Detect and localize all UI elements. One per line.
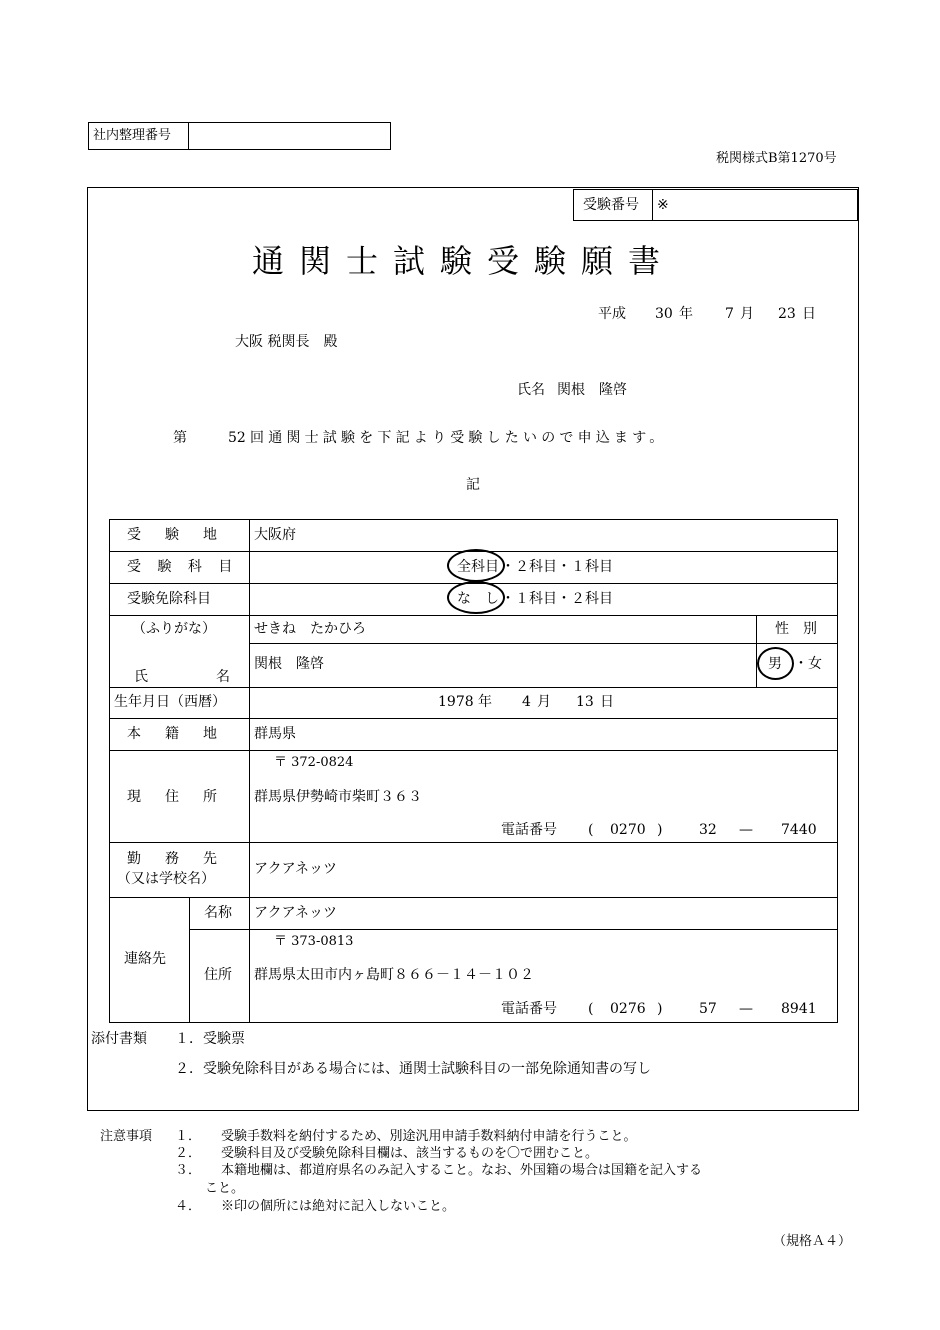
gender-label: 性 別 — [775, 621, 817, 637]
exempt-selection-circle — [447, 581, 505, 614]
address-phone-open: ( — [588, 822, 594, 838]
row-rule — [109, 897, 838, 898]
furigana-value: せきね たかひろ — [254, 621, 366, 637]
applicant-label: 氏名 — [517, 382, 545, 398]
date-era: 平成 — [598, 306, 626, 322]
work-label-1: 勤 務 先 — [127, 851, 222, 867]
row-rule — [249, 643, 838, 644]
row-rule — [109, 842, 838, 843]
contact-phone-dash: — — [739, 1001, 753, 1017]
name-label-2: 名 — [216, 669, 230, 685]
notes-label: 注意事項 — [100, 1129, 153, 1144]
contact-phone-open: ( — [588, 1001, 594, 1017]
note-number: ４． — [175, 1199, 202, 1214]
furigana-label: （ふりがな） — [132, 621, 216, 637]
address-phone-label: 電話番号 — [501, 822, 557, 838]
address-label: 現 住 所 — [127, 789, 222, 805]
address-phone-close: ) — [657, 822, 663, 838]
form-code: 税関様式B第1270号 — [716, 151, 837, 166]
contact-phone-label: 電話番号 — [501, 1001, 557, 1017]
exempt-label: 受験免除科目 — [127, 591, 211, 607]
address-phone-number: 7440 — [781, 822, 817, 838]
subjects-label: 受 験 科 目 — [127, 559, 239, 575]
address-phone-area: 0270 — [610, 822, 646, 838]
statement-prefix: 第 — [173, 430, 187, 446]
row-rule — [109, 687, 838, 688]
ki-label: 記 — [466, 477, 480, 493]
birth-year-unit: 年 — [478, 694, 492, 710]
attachment-item: ２．受験免除科目がある場合には、通関士試験科目の一部免除通知書の写し — [175, 1061, 651, 1077]
date-year-unit: 年 — [679, 306, 693, 322]
row-rule — [109, 750, 838, 751]
contact-postal: 〒 373-0813 — [274, 934, 354, 949]
contact-name-label: 名称 — [204, 905, 232, 921]
row-rule — [109, 718, 838, 719]
domicile-label: 本 籍 地 — [127, 726, 222, 742]
statement-body: 回通関士試験を下記より受験したいので申込ます。 — [250, 430, 668, 446]
contact-phone-local: 57 — [699, 1001, 717, 1017]
exam-number-mark: ※ — [657, 197, 669, 213]
address-postal: 〒 372-0824 — [274, 755, 354, 770]
size-note: （規格Ａ４） — [773, 1234, 852, 1249]
attachments-label: 添付書類 — [91, 1031, 147, 1047]
internal-number-divider — [188, 122, 189, 150]
addressee: 大阪 税関長 殿 — [235, 334, 338, 350]
contact-address-value: 群馬県太田市内ヶ島町８６６－１４－１０２ — [254, 967, 534, 983]
name-label-1: 氏 — [134, 669, 148, 685]
location-label: 受 験 地 — [127, 527, 222, 543]
birth-day-unit: 日 — [600, 694, 614, 710]
exempt-other-options: ・１科目・２科目 — [501, 591, 613, 607]
subjects-selected: 全科目 — [457, 559, 499, 575]
note-text: ※印の個所には絶対に記入しないこと。 — [221, 1199, 456, 1214]
work-label-2: （又は学校名） — [117, 871, 215, 887]
work-value: アクアネッツ — [254, 861, 338, 877]
statement-round: 52 — [228, 430, 246, 446]
contact-sub-rule — [189, 897, 190, 1023]
contact-phone-number: 8941 — [781, 1001, 817, 1017]
contact-phone-close: ) — [657, 1001, 663, 1017]
birth-day: 13 — [576, 694, 594, 710]
row-rule — [189, 929, 838, 930]
exam-number-divider — [652, 189, 653, 221]
address-phone-local: 32 — [699, 822, 717, 838]
birth-year: 1978 — [438, 694, 474, 710]
internal-number-label: 社内整理番号 — [93, 128, 172, 143]
gender-selection-circle — [757, 647, 794, 680]
gender-other-option: ・女 — [794, 656, 822, 672]
subjects-other-options: ・２科目・１科目 — [501, 559, 613, 575]
date-year: 30 — [655, 306, 673, 322]
date-day-unit: 日 — [802, 306, 816, 322]
exam-number-label: 受験番号 — [583, 197, 639, 213]
note-text: 受験科目及び受験免除科目欄は、該当するものを〇で囲むこと。 — [221, 1146, 599, 1161]
date-month: 7 — [725, 306, 734, 322]
contact-phone-area: 0276 — [610, 1001, 646, 1017]
location-value: 大阪府 — [254, 527, 296, 543]
gender-selected: 男 — [768, 656, 782, 672]
label-column-rule — [249, 519, 250, 1023]
address-value: 群馬県伊勢崎市柴町３６３ — [254, 789, 422, 805]
note-number: ２． — [175, 1146, 202, 1161]
birth-month-unit: 月 — [537, 694, 551, 710]
birth-month: 4 — [522, 694, 531, 710]
row-rule — [109, 615, 838, 616]
note-number: １． — [175, 1129, 202, 1144]
birth-label: 生年月日（西暦） — [114, 694, 226, 710]
attachment-item: １．受験票 — [175, 1031, 245, 1047]
contact-address-label: 住所 — [204, 967, 232, 983]
applicant-name: 関根 隆啓 — [557, 382, 627, 398]
name-value: 関根 隆啓 — [254, 656, 324, 672]
date-month-unit: 月 — [740, 306, 754, 322]
note-text: 本籍地欄は、都道府県名のみ記入すること。なお、外国籍の場合は国籍を記入する — [221, 1163, 703, 1178]
gender-column-rule — [756, 615, 757, 687]
note-number: ３． — [175, 1163, 202, 1178]
subjects-selection-circle — [447, 549, 505, 582]
contact-name-value: アクアネッツ — [254, 905, 338, 921]
address-phone-dash: — — [739, 822, 753, 838]
page-title: 通関士試験受験願書 — [252, 242, 676, 280]
date-day: 23 — [778, 306, 796, 322]
contact-label: 連絡先 — [124, 951, 166, 967]
domicile-value: 群馬県 — [254, 726, 296, 742]
exempt-selected: な し — [457, 591, 499, 607]
note-text: 受験手数料を納付するため、別途汎用申請手数料納付申請を行うこと。 — [221, 1129, 637, 1144]
note-text: こと。 — [205, 1181, 245, 1196]
